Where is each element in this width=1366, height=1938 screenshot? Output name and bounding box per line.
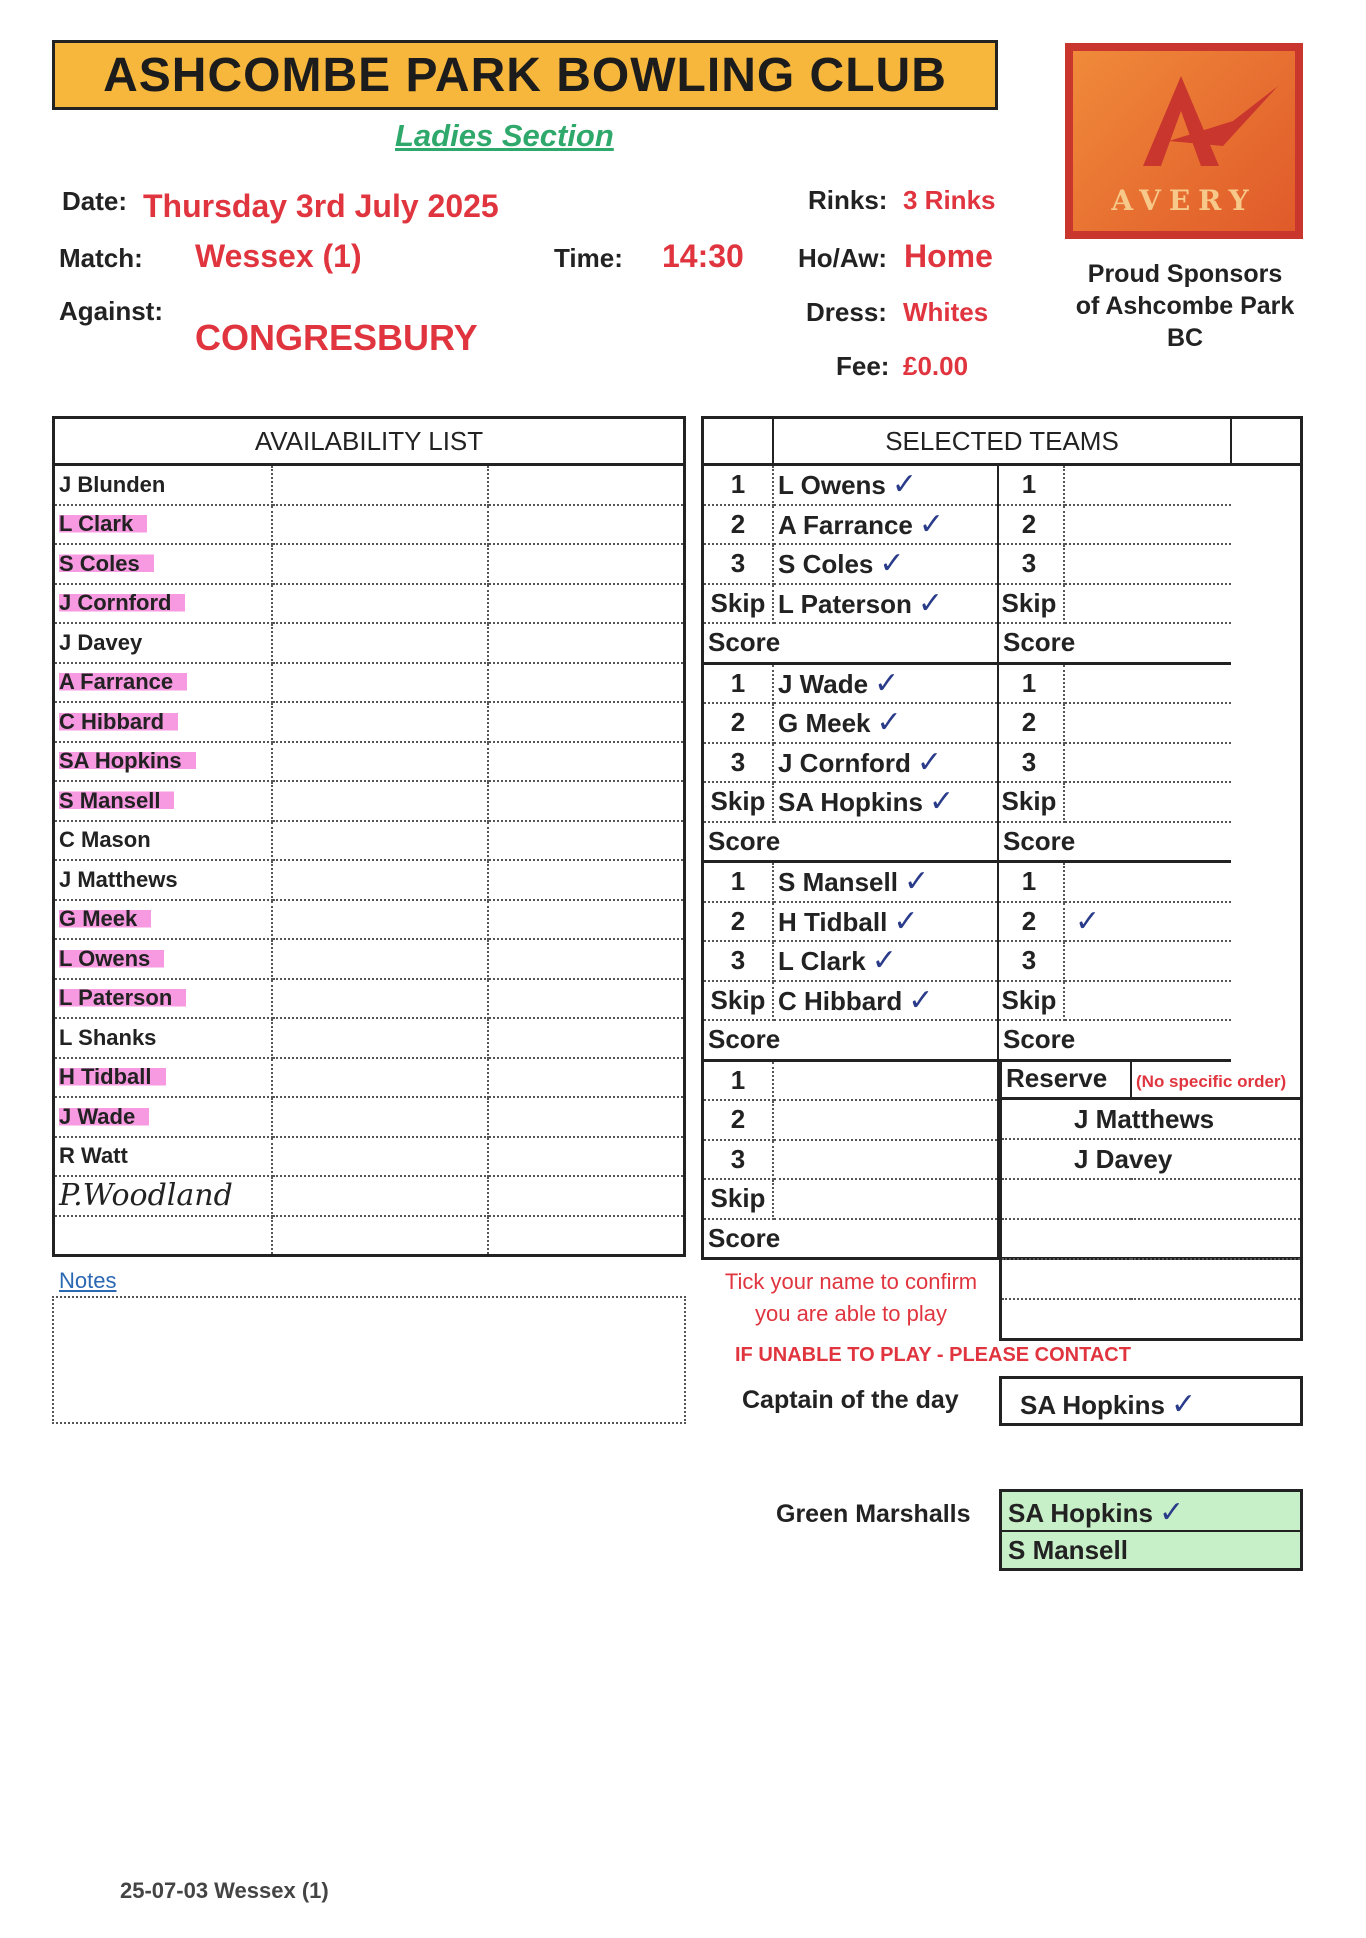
player-name: L Clark (59, 511, 147, 536)
reserve-row (1001, 1219, 1302, 1259)
position-label: Skip (998, 584, 1064, 624)
against-value: CONGRESBURY (195, 317, 478, 358)
fee-value: £0.00 (903, 351, 969, 381)
position-label: 3 (998, 544, 1064, 584)
availability-row (54, 1018, 685, 1058)
tick-icon: ✓ (903, 864, 930, 900)
player-name: A Farrance (59, 669, 187, 694)
club-title-banner: ASHCOMBE PARK BOWLING CLUB (52, 40, 998, 110)
position-label: 2 (998, 902, 1064, 942)
tick-icon: ✓ (1158, 1495, 1185, 1530)
reserve-row (1001, 1299, 1302, 1340)
tick-icon: ✓ (879, 546, 905, 582)
player-name: S Mansell (59, 788, 174, 813)
position-label: 3 (703, 544, 774, 584)
reserve-header (1001, 1059, 1302, 1099)
position-label: 3 (998, 941, 1064, 981)
sponsor-line: Proud Sponsors (1087, 260, 1283, 288)
reserve-row (1001, 1259, 1302, 1299)
player-name: H Tidball (59, 1064, 166, 1089)
date-value: Thursday 3rd July 2025 (143, 188, 499, 224)
position-label: 3 (703, 1140, 774, 1180)
sponsor-line: of Ashcombe Park (1075, 292, 1295, 320)
tick-icon: ✓ (876, 705, 902, 741)
availability-row (54, 860, 685, 900)
reserve-name (1001, 1219, 1302, 1259)
reserve-name (1001, 1299, 1302, 1340)
reserve-name (1001, 1179, 1302, 1219)
position-label: 3 (998, 743, 1064, 783)
availability-row (54, 1097, 685, 1137)
score-label: Score (703, 1219, 999, 1259)
availability-heading: AVAILABILITY LIST (54, 418, 685, 465)
availability-table (52, 416, 686, 1257)
team-row (703, 505, 1302, 545)
team-row (703, 1020, 1302, 1060)
position-label: 1 (998, 862, 1064, 902)
position-label: Skip (703, 782, 774, 822)
reserve-name: J Matthews (1001, 1099, 1302, 1140)
reserve-row (1001, 1099, 1302, 1140)
player-name: J Cornford (59, 590, 185, 615)
player-name: J Wade (59, 1104, 149, 1129)
tick-icon: ✓ (1170, 1387, 1197, 1422)
score-label: Score (998, 623, 1231, 663)
teams-heading: SELECTED TEAMS (773, 418, 1231, 465)
selected-player: S Coles (778, 549, 874, 580)
avery-logo (1065, 43, 1303, 239)
marshall-name: S Mansell (1008, 1535, 1128, 1565)
tick-line: you are able to play (754, 1301, 948, 1326)
availability-row (54, 979, 685, 1019)
position-label: 1 (703, 465, 774, 505)
match-value: Wessex (1) (195, 238, 362, 274)
captain-box (999, 1376, 1303, 1426)
availability-row (54, 900, 685, 940)
position-label: 1 (703, 663, 774, 703)
reserve-label: Reserve (1001, 1059, 1132, 1099)
availability-row (54, 544, 685, 584)
score-label: Score (703, 1020, 999, 1060)
team-row (703, 623, 1302, 663)
selected-player: A Farrance (778, 509, 913, 540)
rinks-value: 3 Rinks (903, 185, 996, 215)
availability-row (54, 465, 685, 505)
position-label: 1 (703, 1060, 774, 1100)
player-name: G Meek (59, 906, 151, 931)
selected-player: SA Hopkins (778, 787, 923, 818)
hoaw-label: Ho/Aw: (798, 243, 888, 273)
team-row (703, 465, 1302, 505)
fee-label: Fee: (836, 351, 890, 381)
hoaw-value: Home (904, 238, 993, 274)
sponsor-caption (1060, 258, 1310, 354)
availability-row (54, 821, 685, 861)
dress-label: Dress: (806, 297, 887, 327)
selected-player: J Wade (778, 668, 869, 699)
player-name: J Matthews (59, 866, 178, 892)
marshall-row (1002, 1530, 1300, 1568)
availability-row (54, 623, 685, 663)
availability-row (54, 1137, 685, 1177)
position-label: 2 (998, 703, 1064, 743)
reserve-table (999, 1059, 1303, 1341)
notes-label: Notes (59, 1268, 117, 1293)
position-label: 2 (703, 1100, 774, 1140)
position-label: Skip (703, 1179, 774, 1219)
player-name: SA Hopkins (59, 748, 196, 773)
player-name: C Hibbard (59, 709, 178, 734)
tick-icon: ✓ (917, 585, 944, 621)
player-name: P.Woodland (59, 1178, 233, 1214)
selected-player: J Cornford (778, 747, 911, 778)
reserve-note: (No specific order) (1136, 1071, 1287, 1091)
rinks-label: Rinks: (808, 185, 888, 215)
selected-player: S Mansell (778, 867, 898, 898)
player-name: J Davey (59, 629, 143, 655)
team-row (703, 822, 1302, 862)
captain-name: SA Hopkins (1020, 1390, 1165, 1420)
availability-row (54, 505, 685, 545)
position-label: 2 (703, 902, 774, 942)
score-label: Score (998, 822, 1231, 862)
position-label: 3 (703, 743, 774, 783)
availability-row (54, 1216, 685, 1256)
reserve-name: J Davey (1001, 1139, 1302, 1179)
logo-word: AVERY (1111, 184, 1257, 217)
position-label: 2 (703, 703, 774, 743)
selected-player: L Owens (778, 470, 886, 501)
team-row (703, 743, 1302, 783)
team-row (703, 981, 1302, 1021)
captain-label: Captain of the day (742, 1386, 959, 1414)
team-row (703, 703, 1302, 743)
tick-icon: ✓ (874, 665, 900, 701)
selected-player: L Clark (778, 946, 866, 977)
tick-icon: ✓ (1075, 903, 1101, 939)
team-row (703, 902, 1302, 942)
availability-row (54, 663, 685, 703)
team-row (703, 584, 1302, 624)
player-name: R Watt (59, 1143, 128, 1169)
tick-icon: ✓ (871, 943, 897, 979)
player-name: J Blunden (59, 471, 166, 497)
team-row (703, 663, 1302, 703)
availability-row (54, 702, 685, 742)
player-name: L Paterson (59, 985, 186, 1010)
tick-icon: ✓ (928, 784, 955, 820)
position-label: 2 (703, 505, 774, 545)
reserve-name (1001, 1259, 1302, 1299)
selected-player: L Paterson (778, 588, 912, 619)
player-name: S Coles (59, 551, 154, 576)
score-label: Score (703, 623, 999, 663)
marshall-name: SA Hopkins (1008, 1498, 1153, 1528)
tick-line: Tick your name to confirm (724, 1269, 978, 1294)
reserve-row (1001, 1179, 1302, 1219)
player-name: L Shanks (59, 1024, 157, 1050)
tick-icon: ✓ (916, 744, 943, 780)
availability-row (54, 1058, 685, 1098)
position-label: 3 (703, 941, 774, 981)
position-label: Skip (703, 981, 774, 1021)
time-value: 14:30 (662, 238, 744, 274)
marshall-row (1002, 1492, 1300, 1530)
dress-value: Whites (903, 297, 989, 327)
position-label: 2 (998, 505, 1064, 545)
position-label: Skip (703, 584, 774, 624)
position-label: 1 (998, 663, 1064, 703)
tick-icon: ✓ (893, 903, 919, 939)
score-label: Score (998, 1020, 1231, 1060)
position-label: 1 (703, 862, 774, 902)
player-name: L Owens (59, 946, 164, 971)
against-label: Against: (59, 296, 163, 326)
selected-player: C Hibbard (778, 985, 903, 1016)
tick-icon: ✓ (908, 982, 934, 1018)
tick-icon: ✓ (891, 467, 918, 503)
team-row (703, 941, 1302, 981)
green-marshalls-label: Green Marshalls (776, 1500, 971, 1528)
tick-icon: ✓ (918, 506, 945, 542)
section-subtitle: Ladies Section (395, 118, 614, 153)
availability-row (54, 939, 685, 979)
position-label: Skip (998, 981, 1064, 1021)
reserve-row (1001, 1139, 1302, 1179)
tick-instructions (701, 1266, 1001, 1330)
team-row (703, 862, 1302, 902)
notes-box (52, 1296, 686, 1424)
availability-row (54, 781, 685, 821)
selected-player: H Tidball (778, 906, 888, 937)
selected-player: G Meek (778, 708, 871, 739)
availability-row (54, 1176, 685, 1216)
score-label: Score (703, 822, 999, 862)
team-row (703, 544, 1302, 584)
footer-ref: 25-07-03 Wessex (1) (120, 1878, 329, 1903)
sponsor-line: BC (1166, 324, 1204, 352)
availability-row (54, 584, 685, 624)
availability-row (54, 742, 685, 782)
position-label: 1 (998, 465, 1064, 505)
match-label: Match: (59, 243, 143, 273)
green-marshalls-box (999, 1489, 1303, 1571)
team-row (703, 782, 1302, 822)
player-name: C Mason (59, 827, 151, 853)
position-label: Skip (998, 782, 1064, 822)
time-label: Time: (554, 243, 623, 273)
contact-warning: IF UNABLE TO PLAY - PLEASE CONTACT (735, 1344, 1131, 1366)
date-label: Date: (62, 186, 128, 216)
